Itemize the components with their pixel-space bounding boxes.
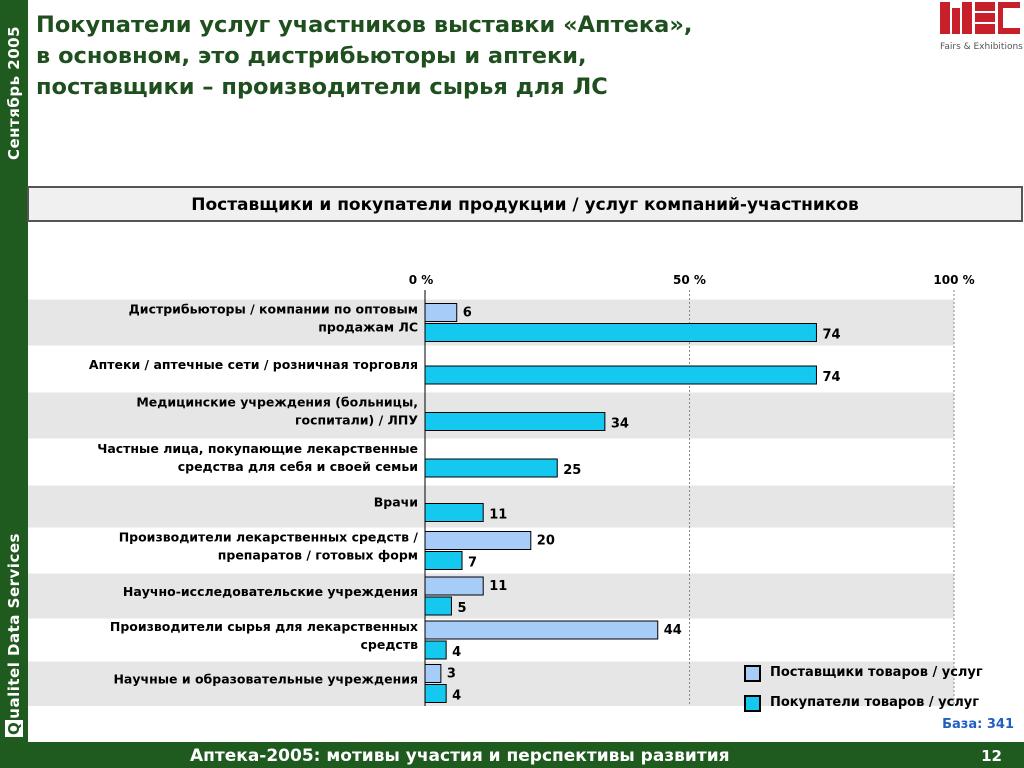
sidebar-date: Сентябрь 2005 [5,25,23,160]
category-label: средства для себя и своей семьи [177,459,418,474]
bar-suppliers [425,577,483,595]
bar-buyers [425,324,816,342]
base-label: База: 341 [942,717,1014,732]
x-tick-label: 100 % [933,273,975,287]
bar-suppliers [425,621,658,639]
chart-header: Поставщики и покупатели продукции / услуг компаний-участников [191,195,859,215]
category-label: Медицинские учреждения (больницы, [136,394,418,410]
data-label-buyers: 4 [452,688,462,704]
data-label-buyers: 25 [563,463,582,478]
legend-label-buyers: Покупатели товаров / услуг [770,695,980,710]
data-label-buyers: 4 [452,645,462,660]
data-label-buyers: 5 [457,601,467,616]
data-label-buyers: 11 [489,507,508,523]
data-label-suppliers: 11 [489,579,508,594]
bar-buyers [425,685,446,703]
bar-suppliers [425,304,457,322]
category-label: Дистрибьюторы / компании по оптовым [128,301,418,317]
data-label-buyers: 34 [610,416,629,432]
page-title [36,10,856,103]
brand-name: ualitel Data Services [5,533,23,719]
bar-chart [0,260,1024,715]
data-label-suppliers: 20 [536,533,555,549]
bar-buyers [425,504,483,522]
data-label-buyers: 7 [468,555,478,571]
legend-swatch-buyers [744,695,761,712]
bar-buyers [425,366,816,384]
page-number: 12 [981,747,1002,765]
category-label: препаратов / готовых форм [217,547,418,563]
x-tick-label: 0 % [408,273,434,287]
bar-buyers [425,641,446,659]
title-line-3: поставщики – производители сырья для ЛС [36,74,608,100]
bar-buyers [425,413,605,431]
category-label: Производители сырья для лекарственных [109,619,418,634]
category-label: Производители лекарственных средств / [118,529,418,545]
brand-q-letter: Q [5,721,23,735]
category-label: Аптеки / аптечные сети / розничная торговля [88,357,418,372]
data-label-suppliers: 3 [446,666,456,682]
category-label: средств [360,637,418,652]
bar-buyers [425,552,462,570]
category-label: продажам ЛС [318,319,418,335]
bar-buyers [425,597,451,615]
data-label-suppliers: 44 [663,623,682,638]
data-label-suppliers: 6 [462,305,472,321]
bar-suppliers [425,532,531,550]
category-label: госпитали) / ЛПУ [295,412,418,428]
title-line-2: в основном, это дистрибьюторы и аптеки, [36,43,587,69]
x-tick-label: 50 % [673,273,706,287]
category-label: Научно-исследовательские учреждения [122,584,418,599]
legend-swatch-suppliers [744,665,761,682]
chart-header-box [27,186,1023,222]
legend-label-suppliers: Поставщики товаров / услуг [770,665,983,680]
data-label-buyers: 74 [822,327,841,343]
category-label: Врачи [373,494,418,510]
category-label: Научные и образовательные учреждения [113,671,418,687]
category-label: Частные лица, покупающие лекарственные [97,441,418,456]
bar-suppliers [425,665,441,683]
logo-caption: Fairs & Exhibitions [940,42,1023,52]
bar-buyers [425,459,557,477]
footer-bar [0,742,1024,768]
data-label-buyers: 74 [822,370,841,385]
title-line-1: Покупатели услуг участников выставки «Аптека», [36,12,693,38]
footer-title: Аптека-2005: мотивы участия и перспективы развития [190,746,730,766]
logo-mark [937,0,1024,42]
